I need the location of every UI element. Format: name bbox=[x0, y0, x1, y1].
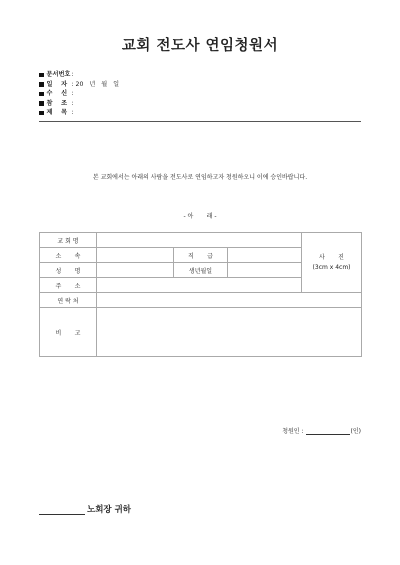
field-birthdate[interactable] bbox=[228, 263, 302, 278]
label-contact: 연 락 처 bbox=[40, 293, 97, 308]
field-affiliation[interactable] bbox=[97, 248, 174, 263]
bullet-square-icon bbox=[39, 92, 44, 97]
meta-value: : bbox=[71, 90, 74, 98]
meta-label: 수 신 bbox=[46, 90, 68, 98]
field-position[interactable] bbox=[228, 248, 302, 263]
meta-row-subject bbox=[39, 108, 119, 118]
label-position: 직 급 bbox=[174, 248, 228, 263]
meta-row-date bbox=[39, 80, 119, 90]
recipient-label: 노회장 귀하 bbox=[87, 505, 132, 515]
photo-cell[interactable] bbox=[302, 233, 362, 293]
document-title: 교회 전도사 연임청원서 bbox=[121, 38, 279, 54]
label-affiliation: 소 속 bbox=[40, 248, 97, 263]
label-birthdate: 생년월일 bbox=[174, 263, 228, 278]
header-divider bbox=[39, 121, 361, 122]
bullet-square-icon bbox=[39, 73, 44, 78]
meta-label: 제 목 bbox=[46, 109, 68, 117]
recipient-area bbox=[39, 503, 131, 515]
bullet-square-icon bbox=[39, 82, 44, 87]
applicant-form-table bbox=[39, 232, 362, 357]
meta-row-reference bbox=[39, 99, 119, 109]
label-name: 성 명 bbox=[40, 263, 97, 278]
body-text: 본 교회에서는 아래의 사람을 전도사로 연임하고자 청원하오니 이에 승인바랍니다. bbox=[92, 174, 308, 181]
field-remarks[interactable] bbox=[97, 308, 362, 357]
bullet-square-icon bbox=[39, 101, 44, 106]
meta-label: 참 조 bbox=[46, 99, 68, 107]
meta-value: : bbox=[71, 109, 74, 117]
section-heading: - 아 래 - bbox=[183, 213, 217, 220]
document-meta bbox=[39, 70, 119, 118]
label-church-name: 교 회 명 bbox=[40, 233, 97, 248]
recipient-blank-line[interactable] bbox=[39, 505, 85, 515]
signer-label: 청원인 : bbox=[282, 428, 304, 435]
field-contact[interactable] bbox=[97, 293, 362, 308]
meta-value: : 20 년 월 일 bbox=[71, 80, 120, 88]
meta-label: 일 자 bbox=[46, 80, 68, 88]
label-remarks: 비 고 bbox=[40, 308, 97, 357]
field-name[interactable] bbox=[97, 263, 174, 278]
meta-value: : bbox=[71, 99, 74, 107]
bullet-square-icon bbox=[39, 111, 44, 116]
meta-row-doc-number bbox=[39, 70, 119, 80]
meta-value: : bbox=[71, 71, 74, 78]
field-church-name[interactable] bbox=[97, 233, 302, 248]
meta-label: 문서번호 bbox=[46, 71, 71, 78]
meta-row-recipient bbox=[39, 89, 119, 99]
field-address[interactable] bbox=[97, 278, 302, 293]
photo-size-label: (3cm x 4cm) bbox=[312, 263, 351, 271]
signer-area bbox=[282, 426, 361, 435]
photo-label: 사 진 bbox=[319, 253, 344, 261]
signer-signature-line[interactable] bbox=[306, 428, 350, 435]
seal-label: (인) bbox=[350, 428, 361, 435]
label-address: 주 소 bbox=[40, 278, 97, 293]
